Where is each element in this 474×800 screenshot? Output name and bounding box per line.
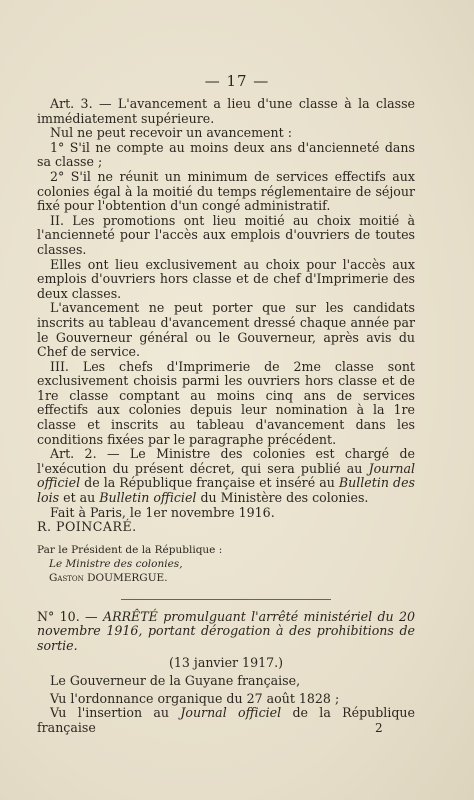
done-at-paris: Fait à Paris, le 1er novembre 1916. <box>50 504 275 520</box>
art2-text-a: Art. 2. — Le Ministre des colonies est chargé de l'exécution du présent décret, qui sera publié au <box>37 446 415 476</box>
decree-number: N° 10. — <box>37 608 103 624</box>
bulletin-lois-ref: Bulletin des lois <box>37 475 415 506</box>
vu-insertion <box>37 706 415 735</box>
vu-ordonnance: Vu l'ordonnance organique du 27 août 1828 ; <box>50 690 340 706</box>
decree-date: (13 janvier 1917.) <box>168 654 284 670</box>
art2-paragraph <box>37 447 415 505</box>
page-number: — 17 — <box>204 72 270 90</box>
section-divider <box>121 599 331 600</box>
art2-text-d: du Ministère des colonies. <box>196 490 369 506</box>
art3-rule: Nul ne peut recevoir un avancement : <box>50 125 292 141</box>
minister-title: Le Ministre des colonies, <box>49 557 183 570</box>
art3-section-2: II. Les promotions ont lieu moitié au choix moitié à l'ancienneté pour l'accès aux emplois d'ouvriers de toutes classes. <box>37 212 415 257</box>
decree-title: ARRÊTÉ promulguant l'arrêté ministériel du 20 novembre 1916, portant dérogation à des prohibitions de sortie. <box>37 608 416 653</box>
journal-officiel-ref: Journal officiel <box>37 460 415 491</box>
signature-mark-number: 2 <box>375 721 383 735</box>
art3-section-3: III. Les chefs d'Imprimerie de 2me classe sont exclusivement choisis parmi les ouvriers hors classe et de 1re classe comptant au moins cinq ans de services effectifs aux colonies depuis leur nomination à la 1re classe et inscrits au tableau d'avancement dans les conditions fixées par le paragraphe précédent. <box>37 358 415 447</box>
vu-journal-ref: Journal officiel <box>180 705 282 721</box>
art3-intro: Art. 3. — L'avancement a lieu d'une classe à la classe immédiatement supérieure. <box>37 96 415 126</box>
body-text <box>37 97 415 736</box>
art2-text-b: de la République française et inséré au <box>80 475 339 491</box>
art3-tableau: L'avancement ne peut porter que sur les candidats inscrits au tableau d'avancement dressé chaque année par le Gouverneur général ou le Gouverneur, après avis du Chef de service. <box>37 300 415 360</box>
art3-condition-2: 2° S'il ne réunit un minimum de services effectifs aux colonies égal à la moitié du temps réglementaire de séjour fixé pour l'obtention d'un congé administratif. <box>37 168 415 214</box>
bulletin-officiel-ref: Bulletin officiel <box>99 490 197 506</box>
art3-choice: Elles ont lieu exclusivement au choix pour l'accès aux emplois d'ouvriers hors classe et de chef d'Imprimerie des deux classes. <box>37 256 415 301</box>
signature: R. POINCARÉ. <box>37 519 137 535</box>
decree-heading <box>37 610 415 654</box>
vu-insertion-a: Vu l'insertion au <box>50 705 181 721</box>
minister-name: Gaston DOUMERGUE. <box>49 571 168 584</box>
art3-condition-1: 1° S'il ne compte au moins deux ans d'ancienneté dans sa classe ; <box>37 139 415 170</box>
by-president: Par le Président de la République : <box>37 543 223 556</box>
governor-line: Le Gouverneur de la Guyane française, <box>50 673 301 689</box>
art2-text-c: et au <box>59 490 100 506</box>
vu-insertion-c: de la République française <box>37 705 415 735</box>
